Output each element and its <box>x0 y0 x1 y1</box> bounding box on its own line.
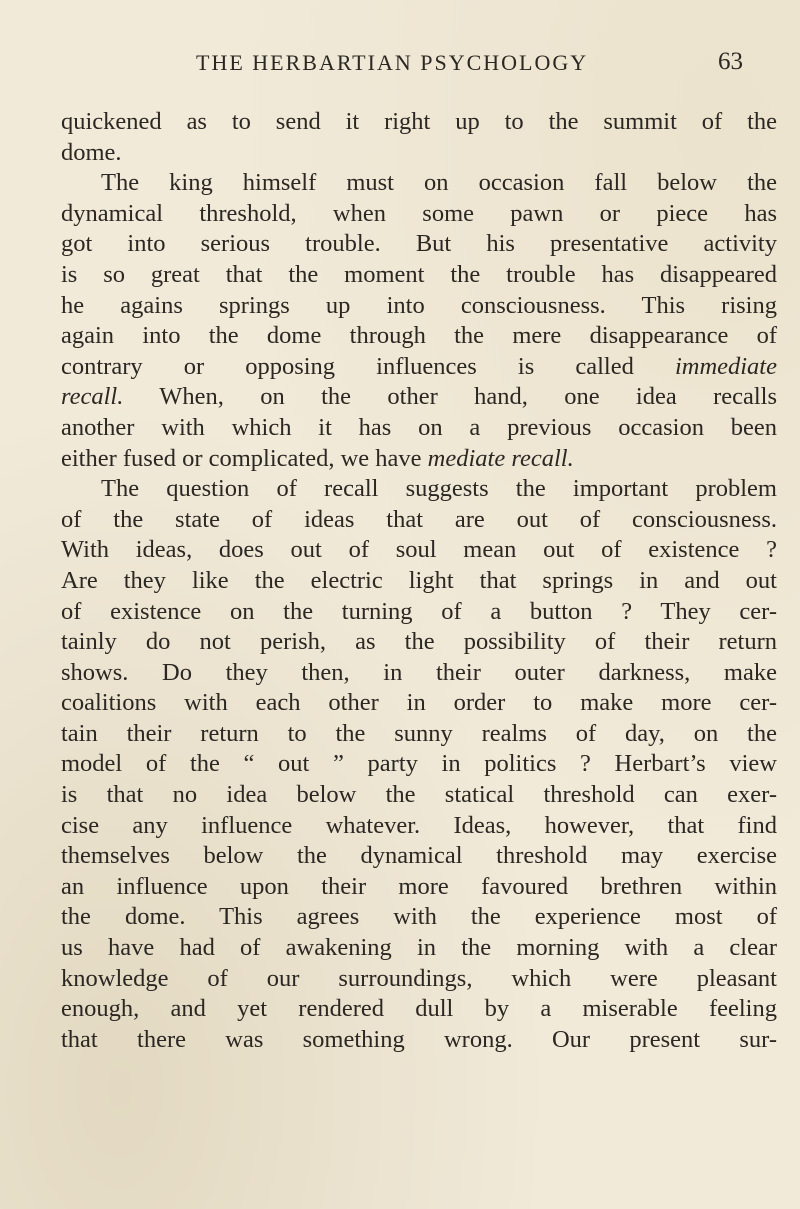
italic-term: recall. <box>61 383 124 411</box>
text-run: contrary or opposing influences is called <box>61 352 634 380</box>
text-line: an influence upon their more favoured brethren within <box>61 872 777 900</box>
text-line: the dome. This agrees with the experience most of <box>61 903 777 931</box>
text-line: that there was something wrong. Our present sur- <box>61 1025 777 1053</box>
text-line <box>61 444 777 475</box>
text-run: either fused or complicated, we have <box>61 444 422 472</box>
text-line <box>61 352 777 383</box>
text-line: model of the “ out ” party in politics ? Herbart’s view <box>61 750 777 778</box>
text-line: dome. <box>61 138 122 166</box>
italic-term: mediate recall. <box>427 444 574 472</box>
running-head-title: THE HERBARTIAN PSYCHOLOGY <box>196 50 589 75</box>
text-line <box>61 382 777 413</box>
text-line: got into serious trouble. But his presentative activity <box>61 230 777 258</box>
text-line: he agains springs up into consciousness. This rising <box>61 291 777 319</box>
text-line: tain their return to the sunny realms of day, on the <box>61 719 777 747</box>
text-line: quickened as to send it right up to the summit of the <box>61 108 777 135</box>
text-line: is so great that the moment the trouble has disappeared <box>61 260 777 288</box>
text-line: coalitions with each other in order to make more cer- <box>61 689 777 717</box>
text-line: another with which it has on a previous occasion been <box>61 413 777 441</box>
text-line: themselves below the dynamical threshold may exercise <box>61 842 777 870</box>
text-line: of the state of ideas that are out of consciousness. <box>61 505 777 533</box>
text-line: knowledge of our surroundings, which were pleasant <box>61 964 777 992</box>
text-line: The question of recall suggests the important problem <box>101 475 777 503</box>
body-text <box>61 107 777 1055</box>
text-line: cise any influence whatever. Ideas, however, that find <box>61 811 777 839</box>
text-line: shows. Do they then, in their outer darkness, make <box>61 658 777 686</box>
text-line: again into the dome through the mere disappearance of <box>61 322 777 350</box>
text-line: dynamical threshold, when some pawn or piece has <box>61 199 777 227</box>
text-line: us have had of awakening in the morning with a clear <box>61 934 777 962</box>
text-run: When, on the other hand, one idea recalls <box>159 383 777 411</box>
text-line: Are they like the electric light that springs in and out <box>61 566 777 594</box>
text-line: The king himself must on occasion fall below the <box>101 169 777 197</box>
text-line: tainly do not perish, as the possibility of their return <box>61 628 777 656</box>
page-number: 63 <box>718 48 743 75</box>
text-line: is that no idea below the statical threshold can exer- <box>61 781 777 809</box>
text-line: With ideas, does out of soul mean out of existence ? <box>61 536 777 564</box>
italic-term: immediate <box>674 352 777 380</box>
text-line: of existence on the turning of a button ? They cer- <box>61 597 777 625</box>
text-line: enough, and yet rendered dull by a miserable feeling <box>61 995 777 1023</box>
